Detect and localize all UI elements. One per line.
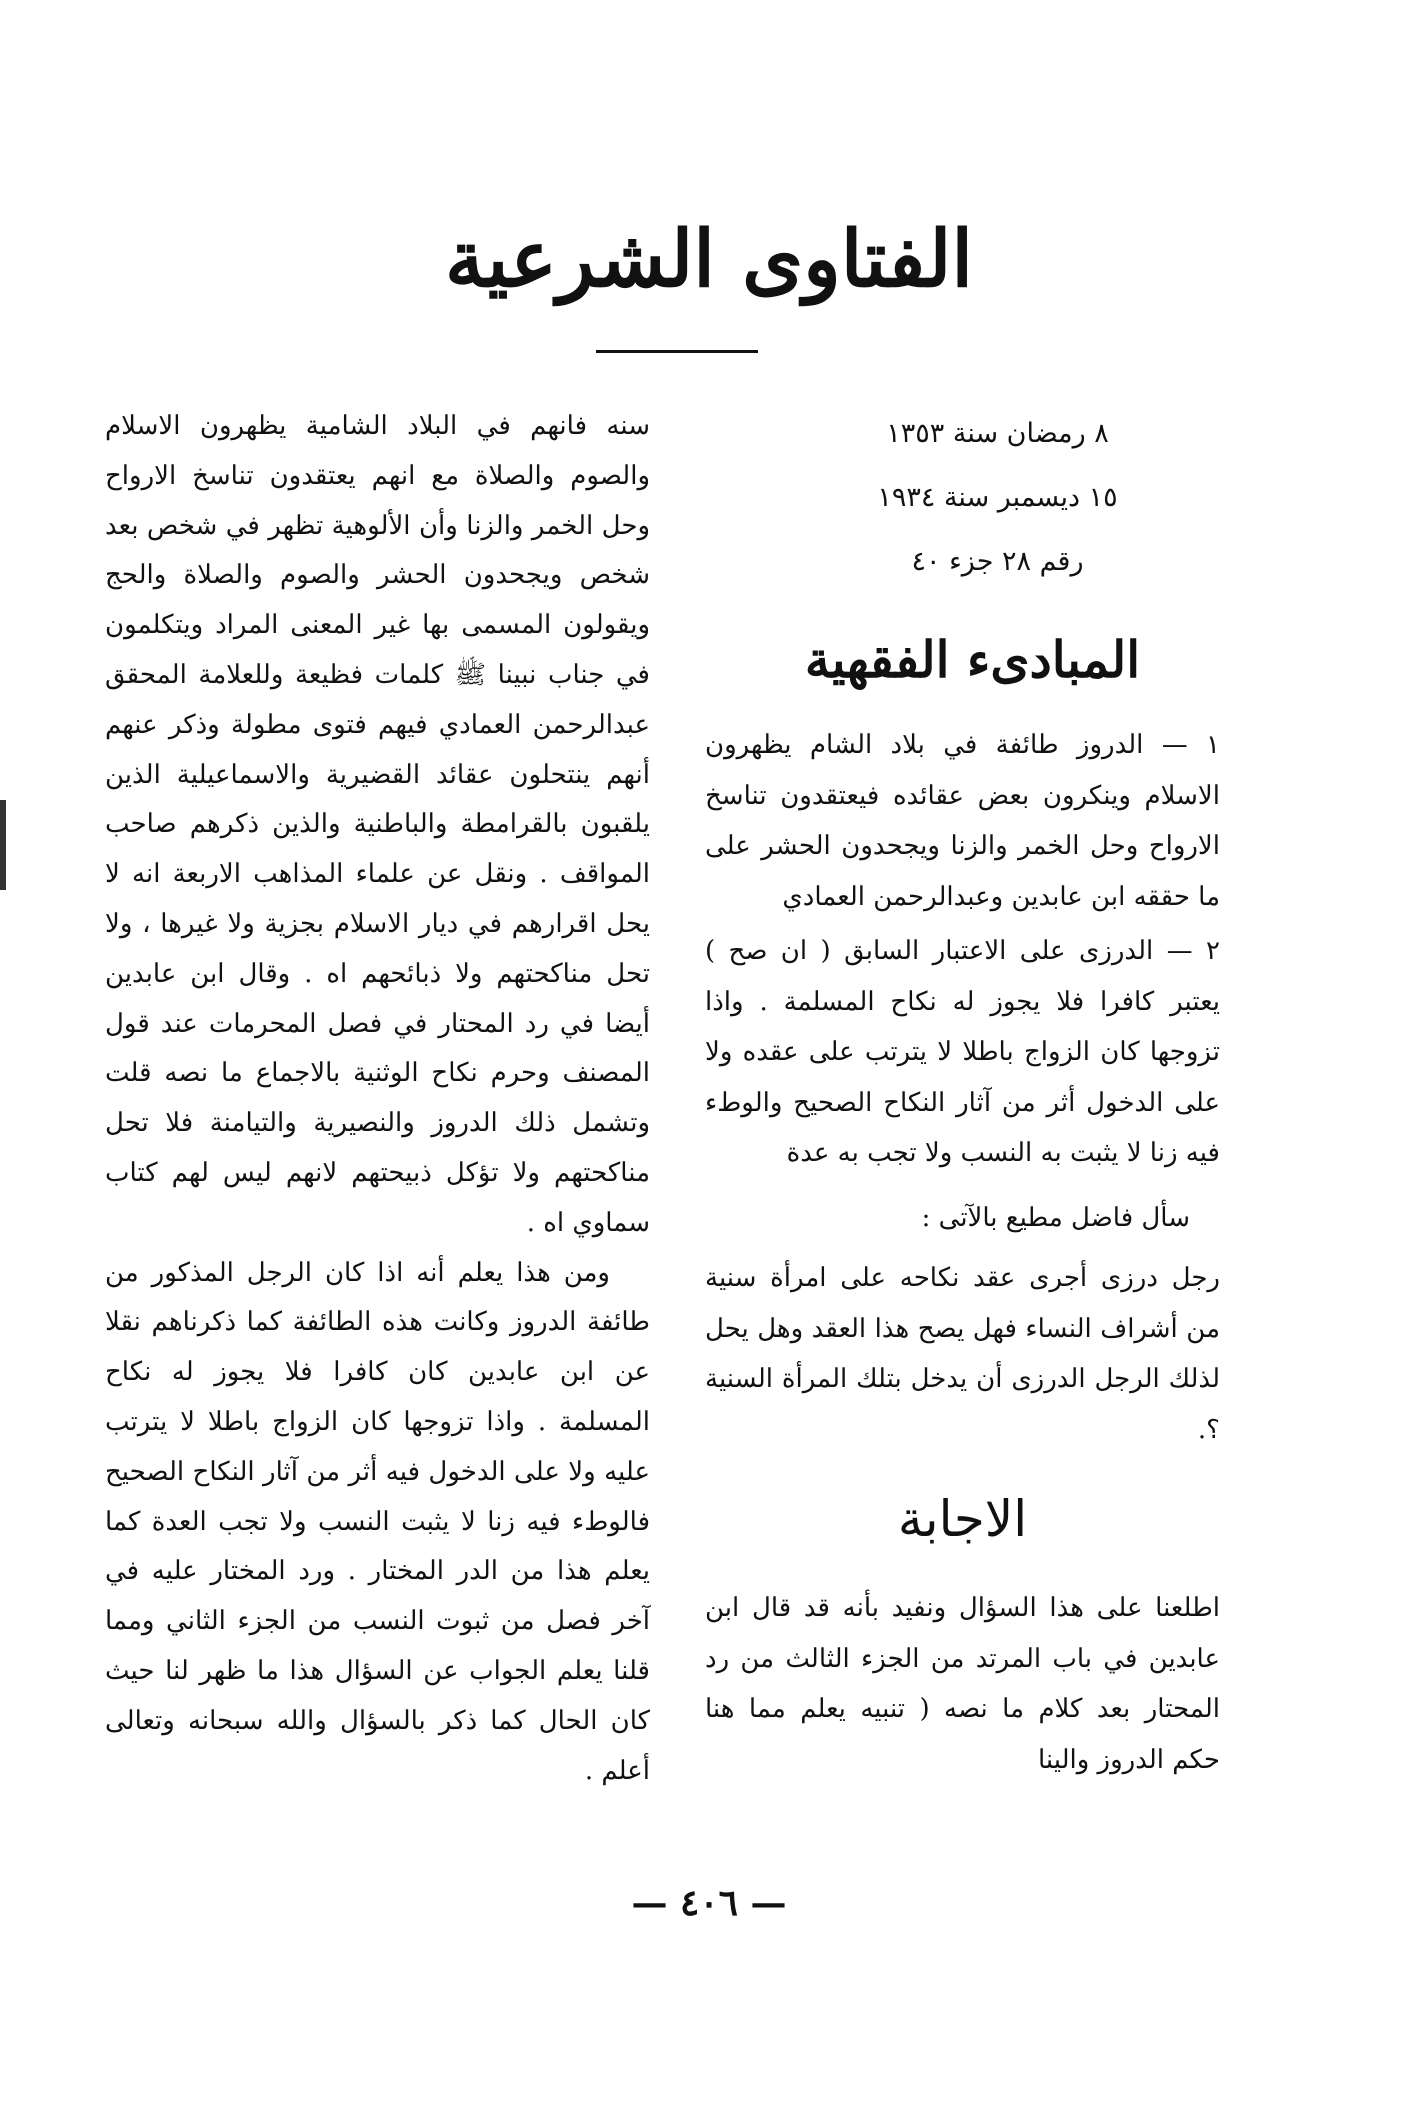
right-column	[705, 402, 1220, 1785]
question-text: رجل درزى أجرى عقد نكاحه على امرأة سنية من أشراف النساء فهل يصح هذا العقد وهل يحل لذلك الرجل الدرزى أن يدخل بتلك المرأة السنية ؟.	[705, 1263, 1220, 1445]
principles-heading: المبادىء الفقهية	[804, 630, 1141, 689]
answer-continuation-paragraph: سنه فانهم في البلاد الشامية يظهرون الاسلام والصوم والصلاة مع انهم يعتقدون تناسخ الارواح وحل الخمر والزنا وأن الألوهية تظهر في شخص بعد شخص ويجحدون الحشر والصوم والصلاة والحج ويقولون المسمى بها غير المعنى المراد ويتكلمون في جناب نبينا ﷺ كلمات فظيعة وللعلامة المحقق عبدالرحمن العمادي فيهم فتوى مطولة وذكر عنهم أنهم ينتحلون عقائد القضيرية والاسماعيلية الذين يلقبون بالقرامطة والباطنية والذين ذكرهم صاحب المواقف . ونقل عن علماء المذاهب الاربعة انه لا يحل اقرارهم في ديار الاسلام بجزية ولا غيرها ، ولا تحل مناكحتهم ولا ذبائحهم اه . وقال ابن عابدين أيضا في رد المحتار في فصل المحرمات عند قول المصنف وحرم نكاح الوثنية بالاجماع ما نصه قلت وتشمل ذلك الدروز والنصيرية والتيامنة فلا تحل مناكحتهم ولا تؤكل ذبيحتهم لانهم ليس لهم كتاب سماوي اه .	[105, 411, 650, 1238]
scan-edge-mark	[0, 800, 6, 890]
date-gregorian: ١٥ ديسمبر سنة ١٩٣٤	[877, 482, 1118, 513]
date-hijri: ٨ رمضان سنة ١٣٥٣	[886, 418, 1109, 449]
fatwa-number: رقم ٢٨ جزء ٤٠	[911, 546, 1084, 577]
principle-text: الدرزى على الاعتبار السابق ( ان صح ) يعتبر كافرا فلا يجوز له نكاح المسلمة . واذا تزوجها كان الزواج باطلا لا يترتب على عقده ولا على الدخول أثر من آثار النكاح الصحيح والوطء فيه زنا لا يثبت به النسب ولا تجب به عدة	[705, 936, 1220, 1168]
page-title: الفتاوى الشرعية	[444, 214, 974, 305]
principle-text: الدروز طائفة في بلاد الشام يظهرون الاسلام وينكرون بعض عقائده فيعتقدون تناسخ الارواح وحل الخمر والزنا ويجحدون الحشر على ما حققه ابن عابدين وعبدالرحمن العمادي	[705, 730, 1220, 912]
page-number: — ٤٠٦ —	[631, 1882, 787, 1924]
principle-number: ٢ —	[1166, 936, 1221, 966]
title-divider	[596, 350, 758, 353]
principle-number: ١ —	[1161, 730, 1220, 760]
answer-heading: الاجابة	[897, 1490, 1028, 1548]
principle-item	[705, 926, 1220, 1179]
left-column	[105, 402, 650, 1796]
answer-conclusion-paragraph: ومن هذا يعلم أنه اذا كان الرجل المذكور من طائفة الدروز وكانت هذه الطائفة كما ذكرناهم نقلا عن ابن عابدين كان كافرا فلا يجوز له نكاح المسلمة . واذا تزوجها كان الزواج باطلا لا يترتب عليه ولا على الدخول فيه أثر من آثار النكاح الصحيح فالوطء فيه زنا لا يثبت النسب ولا تجب العدة كما يعلم هذا من الدر المختار . ورد المختار عليه في آخر فصل من ثبوت النسب من الجزء الثاني ومما قلنا يعلم الجواب عن السؤال هذا ما ظهر لنا حيث كان الحال كما ذكر بالسؤال والله سبحانه وتعالى أعلم .	[105, 1257, 650, 1786]
question-intro: سأل فاضل مطيع بالآتى :	[921, 1202, 1190, 1233]
principle-item	[705, 720, 1220, 922]
answer-text: اطلعنا على هذا السؤال ونفيد بأنه قد قال ابن عابدين في باب المرتد من الجزء الثالث من رد المحتار بعد كلام ما نصه ( تنبيه يعلم مما هنا حكم الدروز والينا	[705, 1593, 1220, 1775]
